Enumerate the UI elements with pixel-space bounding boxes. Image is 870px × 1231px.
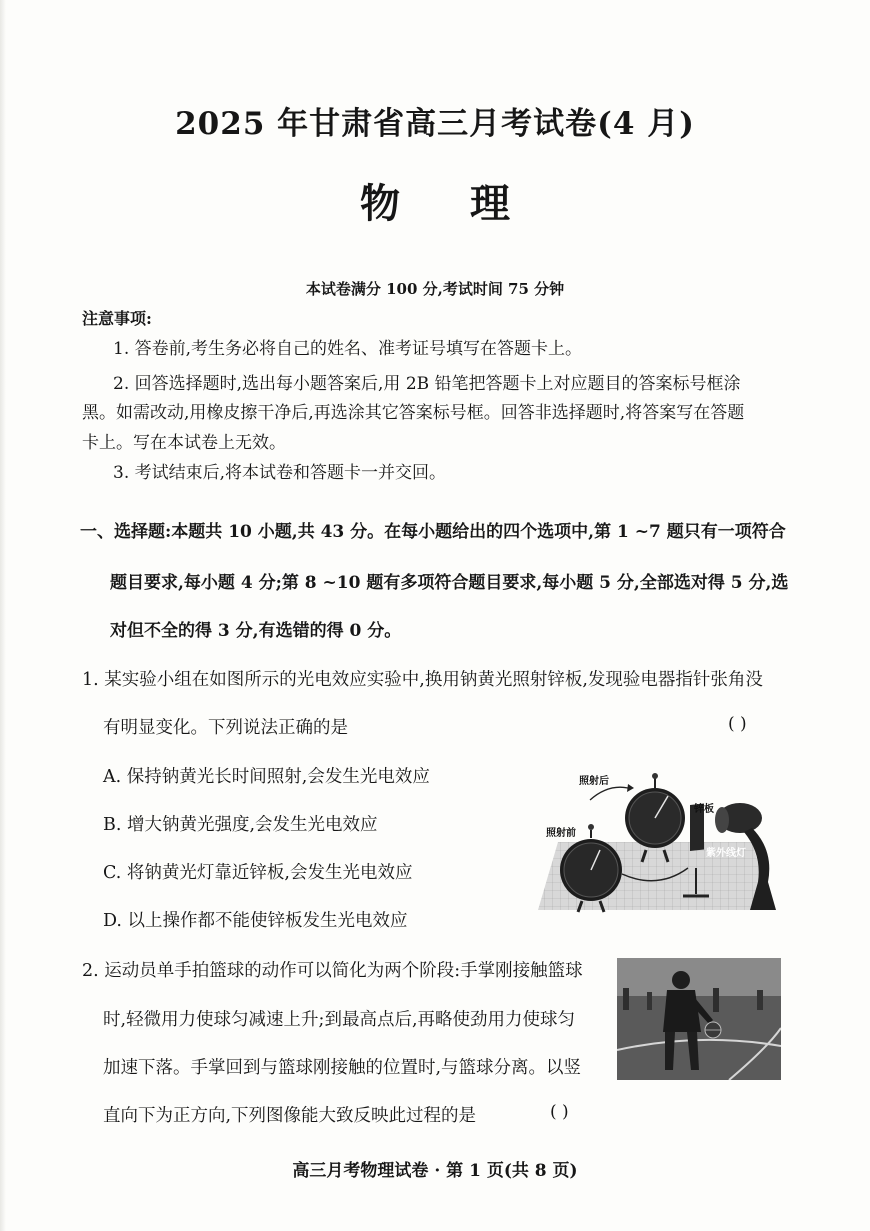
label-uv: 紫外线灯 [706,848,746,859]
exam-title: 2025 年甘肃省高三月考试卷(4 月) [175,106,695,142]
subject-title: 物理 [360,180,580,227]
photoelectric-figure [528,770,782,918]
notes-item-2-line-1: 2. 回答选择题时,选出每小题答案后,用 2B 铅笔把答题卡上对应题目的答案标号框涂 [113,374,741,394]
section-1-line-3: 对但不全的得 3 分,有选错的得 0 分。 [110,621,402,641]
notes-item-2-line-3: 卡上。写在本试卷上无效。 [82,433,286,453]
q2-answer-paren: ( ) [550,1102,569,1122]
page-footer: 高三月考物理试卷 · 第 1 页(共 8 页) [292,1161,578,1181]
notes-heading: 注意事项: [82,309,152,328]
section-1-line-2: 题目要求,每小题 4 分;第 8 ~10 题有多项符合题目要求,每小题 5 分,全部选对得 5 分,选 [110,573,789,593]
q1-option-c: C. 将钠黄光灯靠近锌板,会发生光电效应 [103,863,413,883]
q2-stem-line-1: 2. 运动员单手拍篮球的动作可以简化为两个阶段:手掌刚接触篮球 [82,961,583,981]
q1-option-b: B. 增大钠黄光强度,会发生光电效应 [103,815,378,835]
basketball-photo [617,958,781,1080]
q2-stem-line-2: 时,轻微用力使球匀减速上升;到最高点后,再略使劲用力使球匀 [103,1010,576,1030]
q1-option-a: A. 保持钠黄光长时间照射,会发生光电效应 [103,767,430,787]
exam-meta: 本试卷满分 100 分,考试时间 75 分钟 [305,280,565,298]
q2-stem-line-4: 直向下为正方向,下列图像能大致反映此过程的是 [103,1106,477,1126]
section-1-line-1: 一、选择题:本题共 10 小题,共 43 分。在每小题给出的四个选项中,第 1 ~7 题只有一项符合 [80,522,786,542]
q1-option-d: D. 以上操作都不能使锌板发生光电效应 [103,911,408,931]
q1-stem-line-2: 有明显变化。下列说法正确的是 [103,718,348,738]
q1-answer-paren: ( ) [728,714,747,734]
notes-item-1: 1. 答卷前,考生务必将自己的姓名、准考证号填写在答题卡上。 [113,339,583,359]
notes-item-3: 3. 考试结束后,将本试卷和答题卡一并交回。 [113,463,447,483]
label-before: 照射前 [546,828,576,839]
notes-item-2-line-2: 黑。如需改动,用橡皮擦干净后,再选涂其它答案标号框。回答非选择题时,将答案写在答题 [82,403,745,423]
q2-stem-line-3: 加速下落。手掌回到与篮球刚接触的位置时,与篮球分离。以竖 [103,1058,582,1078]
label-zinc: 锌板 [694,804,714,815]
label-after: 照射后 [579,776,609,787]
q1-stem-line-1: 1. 某实验小组在如图所示的光电效应实验中,换用钠黄光照射锌板,发现验电器指针张角没 [82,670,763,690]
